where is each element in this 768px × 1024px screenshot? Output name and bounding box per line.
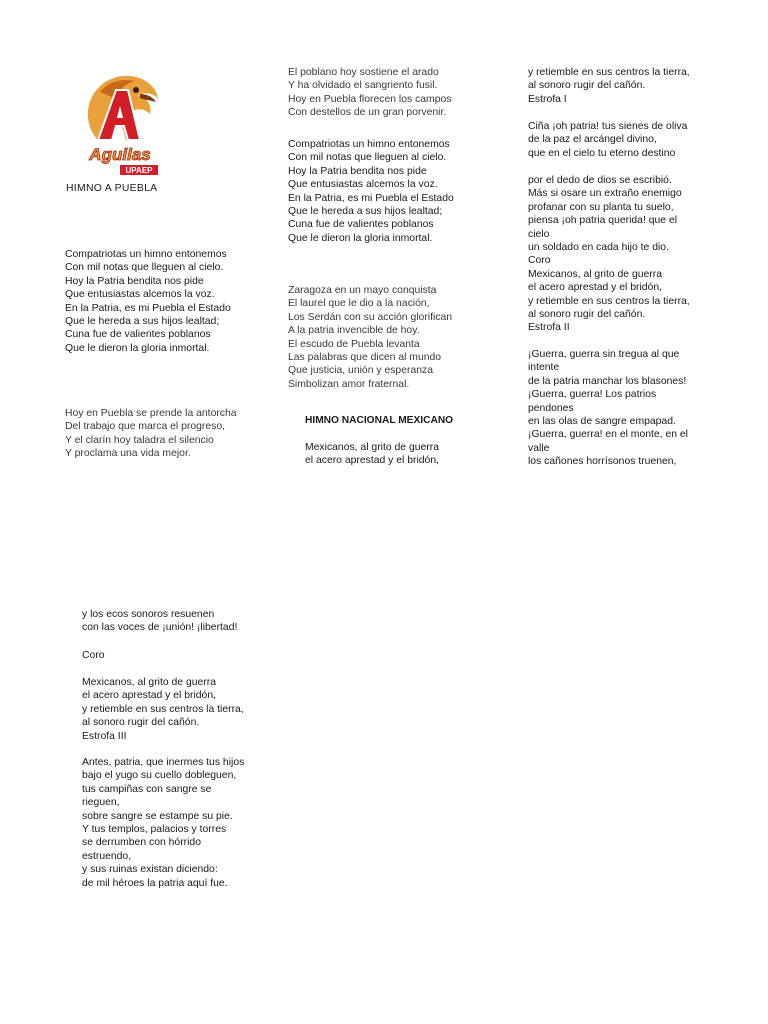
bottom-block3: Mexicanos, al grito de guerra el acero aprestad y el bridón, y retiemble en sus centros la tierra, al sonoro rugir del cañón. Estrofa III xyxy=(82,677,244,742)
col3-block1: y retiemble en sus centros la tierra, al sonoro rugir del cañón. Estrofa I xyxy=(528,67,690,105)
svg-text:Aguilas: Aguilas xyxy=(89,145,151,164)
eagle-icon xyxy=(78,68,162,178)
svg-text:UPAEP: UPAEP xyxy=(125,166,153,175)
col3-block3: por el dedo de dios se escribió. Más si osare un extraño enemigo profanar con su planta tu suelo, piensa ¡oh patria querida! que el cielo un soldado en cada hijo te dio. Coro Mexicanos, al grito de guerra el acero aprestad y el bridón, y retiemble en sus centros la tierra, al sonoro rugir del cañón. Estrofa II xyxy=(528,175,690,334)
puebla-hymn-title: HIMNO A PUEBLA xyxy=(66,183,158,194)
col2-anthem-start: Mexicanos, al grito de guerra el acero aprestad y el bridón, xyxy=(305,442,440,467)
col3-block2: Ciña ¡oh patria! tus sienes de oliva de la paz el arcángel divino, que en el cielo tu eterno destino xyxy=(528,121,688,159)
national-anthem-title: HIMNO NACIONAL MEXICANO xyxy=(305,415,454,426)
bottom-block4: Antes, patria, que inermes tus hijos bajo el yugo su cuello dobleguen, tus campiñas con sangre se rieguen, sobre sangre se estampe su pie. Y tus templos, palacios y torres se derrumben con hórrido estruendo, y sus ruinas existan diciendo: de mil héroes la patria aquí fue. xyxy=(82,757,245,889)
col3-block4: ¡Guerra, guerra sin tregua al que intente de la patria manchar los blasones! ¡Guerra, guerra! Los patrios pendones en las olas de sangre empapad. ¡Guerra, guerra! en el monte, en el valle los cañones horrísonos truenen, xyxy=(528,349,688,468)
col2-stanza1: El poblano hoy sostiene el arado Y ha olvidado el sangriento fusil. Hoy en Puebla florecen los campos Con destellos de un gran porvenir. xyxy=(288,67,452,119)
col1-stanza2: Hoy en Puebla se prende la antorcha Del trabajo que marca el progreso, Y el clarín hoy taladra el silencio Y proclama una vida mejor. xyxy=(65,408,237,460)
bottom-chorus-label: Coro xyxy=(82,650,105,661)
aguilas-upaep-logo xyxy=(78,68,162,178)
col2-stanza3: Zaragoza en un mayo conquista El laurel que le dio a la nación, Los Serdán con su acción glorifican A la patria invencible de hoy. El escudo de Puebla levanta Las palabras que dicen al mundo Que justicia, unión y esperanza Simbolizan amor fraternal. xyxy=(288,285,453,390)
col2-stanza2: Compatriotas un himno entonemos Con mil notas que lleguen al cielo. Hoy la Patria bendita nos pide Que entusiastas alcemos la voz. En la Patria, es mi Puebla el Estado Que le hereda a sus hijos lealtad; Cuna fue de valientes poblanos Que le dieron la gloria inmortal. xyxy=(288,139,454,244)
col1-stanza1: Compatriotas un himno entonemos Con mil notas que lleguen al cielo. Hoy la Patria bendita nos pide Que entusiastas alcemos la voz. En la Patria, es mi Puebla el Estado Que le hereda a sus hijos lealtad; Cuna fue de valientes poblanos Que le dieron la gloria inmortal. xyxy=(65,249,231,354)
bottom-block1: y los ecos sonoros resuenen con las voces de ¡unión! ¡libertad! xyxy=(82,609,238,634)
